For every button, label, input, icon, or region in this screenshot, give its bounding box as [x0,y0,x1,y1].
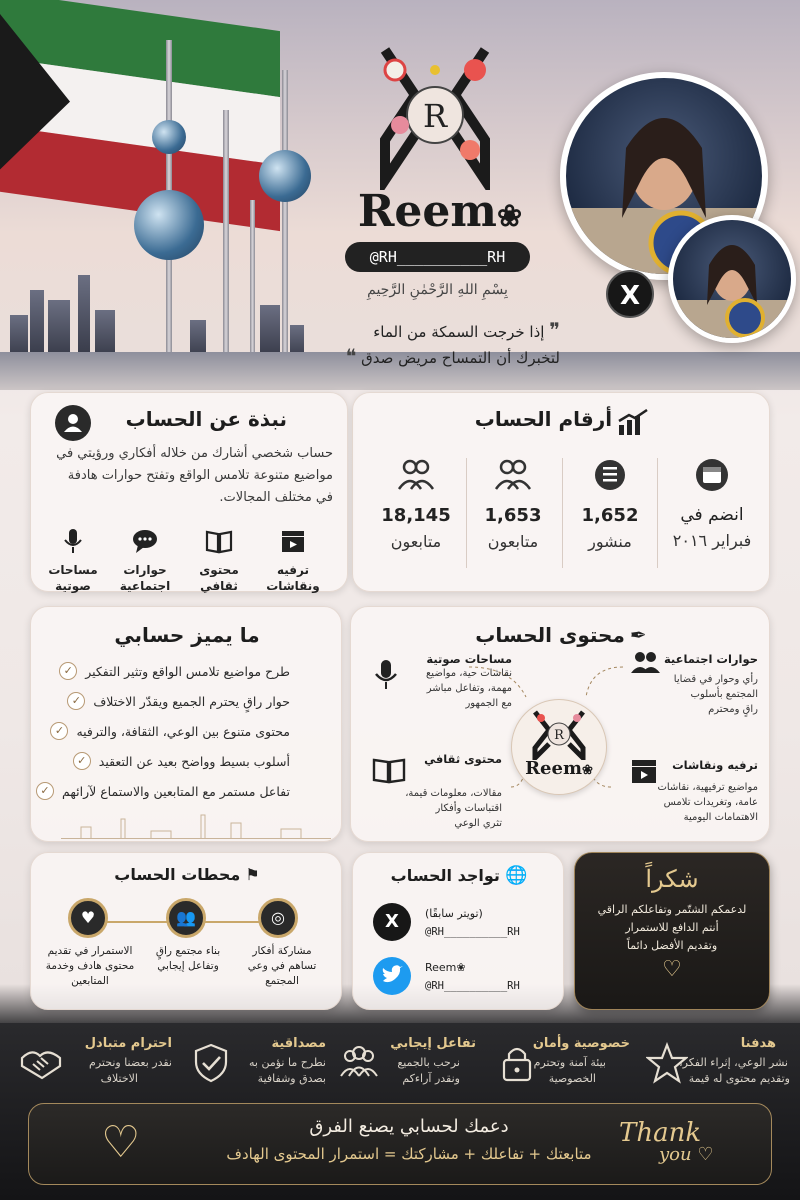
thanks-card [574,852,770,1010]
stat-posts [564,455,656,551]
value-desc-1: نطرح ما نؤمن به [249,1056,326,1069]
microphone-icon [372,658,400,692]
thank-you-signature [619,1118,759,1165]
feature-entertainment [258,526,328,594]
station-item [232,944,332,989]
center-logo [511,699,607,795]
node-desc-3: مع الجمهور [465,698,512,709]
node-social-talks [628,652,758,717]
thanks-line-1: لدعمكم الشتّمر وتفاعلكم الراقي [597,903,747,916]
stat-label: متابعون [487,532,539,551]
heart-icon: ♡ [662,957,682,982]
station-line: بناء مجتمع راقٍ [155,945,221,957]
banner-headline: دعمك لحسابي يصنع الفرق [309,1116,509,1137]
thanks-line-3: وتقديم الأفضل دائماً [626,939,718,952]
node-desc-3: تثري الوعي [454,818,502,829]
distinct-item [50,722,290,740]
node-voice-spaces [372,652,512,711]
stat-label: فبراير ٢٠١٦ [672,531,752,550]
feature-label-2: صوتية [55,579,91,593]
quote: ❞ إذا خرجت السمكة من الماء لتخبرك أن التمساح مريض صدق ❝ [345,318,560,368]
content-title: محتوى الحساب [475,623,625,647]
value-desc-2: ونقدر آراءكم [402,1072,460,1085]
stat-number: 1,653 [484,505,542,526]
stats-title: أرقام الحساب [474,407,613,431]
value-title: هدفنا [740,1036,776,1051]
account-handle: @RH__________RH [425,926,520,938]
twitter-account[interactable] [425,959,555,995]
feather-pen-icon: ✒ [629,623,647,647]
value-desc-2: الخصوصية [548,1072,596,1085]
station-line: الاستمرار في تقديم [47,945,133,957]
support-banner [28,1103,772,1185]
feature-label-2: ونقاشات [266,579,320,593]
people-station-icon: 👥 [166,898,206,938]
node-desc-1: نقاشات حية، مواضيع [425,668,512,679]
flag-icon: ⚑ [245,865,260,884]
stat-label: متابعون [390,532,442,551]
handle-pill[interactable]: @RH__________RH [345,242,530,272]
feature-label-1: محتوى [199,563,239,577]
center-brand: Reem [525,758,582,779]
check-icon: ✓ [36,782,54,800]
check-icon: ✓ [59,662,77,680]
stat-following [467,455,559,551]
distinct-item-text: حوار راقٍ يحترم الجميع ويقدّر الاختلاف [93,693,290,709]
thanks-line-2: أنتم الدافع للاستمرار [625,921,719,934]
handshake-icon [22,1042,64,1084]
distinct-item [36,782,290,800]
node-title: مساحات صوتية [426,652,512,666]
distinct-title: ما يميز حسابي [114,623,260,647]
target-station-icon: ◎ [258,898,298,938]
distinct-item [67,692,290,710]
node-desc-1: مواضيع ترفيهية، نقاشات [657,782,758,793]
feature-label-1: مساحات [48,563,98,577]
station-line: محتوى هادف وخدمة [45,960,135,972]
value-title: مصداقية [271,1036,326,1051]
about-text: حساب شخصي أشارك من خلاله أفكاري ورؤيتي في مواضيع متنوعة تلامس الواقع وتفتح حوارات هادفة في مختلف المجالات. [56,446,333,505]
station-line: وتفاعل إيجابي [157,960,219,972]
feature-label-1: ترفيه [276,563,309,577]
value-desc-2: وتقديم محتوى له قيمة [688,1072,790,1085]
chat-icon [130,526,160,556]
flower-icon: ❀ [496,199,523,234]
node-desc-1: رأي وحوار في قضايا [673,674,758,685]
value-desc-2: الاختلاف [100,1072,138,1085]
value-desc-1: نقدر بعضنا ونحترم [89,1056,172,1069]
node-cultural [372,752,502,831]
node-desc-2: عامة، وتغريدات تلامس [663,797,758,808]
value-desc-2: بصدق وشفافية [257,1072,326,1085]
basmala: بِسْمِ اللهِ الرَّحْمٰنِ الرَّحِيمِ [367,282,508,298]
calendar-icon [692,455,732,495]
station-line: تساهم في وعي [247,960,317,972]
posts-icon [590,455,630,495]
account-handle: @RH__________RH [425,980,520,992]
twitter-bird-icon[interactable] [373,957,411,995]
stations-title: محطات الحساب [114,865,241,884]
skyline-decoration [61,809,331,839]
value-title: احترام متبادل [84,1036,172,1051]
book-icon [204,526,234,556]
value-credibility [186,1036,326,1087]
feature-label-2: اجتماعية [119,579,171,593]
star-icon [646,1042,688,1084]
node-entertainment [630,758,758,825]
station-line: المجتمع [265,975,299,987]
x-logo-icon[interactable]: X [606,270,654,318]
flower-icon: ❀ [582,763,593,778]
chart-up-icon [617,409,649,435]
value-desc-1: نشر الوعي، إثراء الفكر، [679,1056,788,1069]
you-text: you ♡ [659,1144,714,1165]
node-desc-2: مهمة، وتفاعل مباشر [426,683,512,694]
stat-joined [659,455,765,550]
value-respect [22,1036,172,1087]
presence-card [352,852,564,1010]
x-account[interactable] [425,905,555,941]
svg-text:R: R [422,97,448,135]
distinct-item-text: أسلوب بسيط وواضح بعيد عن التعقيد [98,753,290,769]
lock-icon [496,1042,538,1084]
presence-title: تواجد الحساب [390,866,500,885]
node-title: ترفيه ونقاشات [672,758,758,772]
distinct-item-text: محتوى متنوع بين الوعي، الثقافة، والترفيه [76,723,290,739]
node-desc-1: مقالات، معلومات قيمة، [405,788,502,799]
check-icon: ✓ [73,752,91,770]
clapperboard-icon [630,758,658,784]
value-goal [640,1036,790,1087]
feature-label-1: حوارات [123,563,167,577]
globe-icon: 🌐 [504,865,528,886]
value-desc-1: بيئة آمنة وتحترم [533,1056,606,1069]
banner-formula: متابعتك + تفاعلك + مشاركتك = استمرار المحتوى الهادف [226,1145,592,1163]
feature-label-2: ثقافي [200,579,238,593]
feature-social-talks [110,526,180,594]
about-title: نبذة عن الحساب [125,407,287,431]
account-name: (تويتر سابقًا) [425,907,483,920]
stat-number: 18,145 [381,505,451,526]
quote-line-2: لتخبرك أن التمساح مريض صدق [361,349,560,367]
people-group-icon [338,1042,380,1084]
value-positive [336,1036,476,1087]
node-desc-3: الاهتمامات اليومية [683,812,758,823]
value-title: تفاعل إيجابي [390,1036,476,1051]
profile-avatar-small[interactable] [668,215,796,343]
reem-logo [375,40,495,190]
people-icon [396,455,436,495]
node-desc-3: راقٍ ومحترم [708,704,758,715]
node-title: محتوى ثقافي [424,752,502,766]
quote-line-1: إذا خرجت السمكة من الماء [373,323,545,341]
stat-followers [370,455,462,551]
station-line: مشاركة أفكار [252,945,312,957]
heart-station-icon: ♥ [68,898,108,938]
shield-check-icon [190,1042,232,1084]
people-icon [493,455,533,495]
kuwait-towers [120,40,320,370]
svg-text:R: R [554,728,564,743]
people-group-icon [630,650,660,674]
node-desc-2: المجتمع بأسلوب [690,689,758,700]
heart-outline-icon: ♡ [101,1117,141,1168]
account-name: Reem❀ [425,961,466,974]
distinct-item [73,752,290,770]
distinct-item [59,662,290,680]
book-icon [372,756,406,784]
thank-text: Thank [619,1118,702,1148]
x-account-icon[interactable]: X [373,903,411,941]
value-desc-1: نرحب بالجميع [397,1056,460,1069]
user-icon [55,405,91,441]
stat-number: انضم في [680,505,744,525]
distinct-item-text: طرح مواضيع تلامس الواقع وتثير التفكير [85,663,290,679]
stat-label: منشور [588,532,632,551]
thanks-title: شكراً [645,865,699,893]
distinct-item-text: تفاعل مستمر مع المتابعين والاستماع لآرائهم [62,783,290,799]
stat-number: 1,652 [581,505,639,526]
check-icon: ✓ [50,722,68,740]
value-title: خصوصية وأمان [532,1036,630,1051]
node-desc-2: اقتباسات وأفكار [435,803,502,814]
feature-cultural [184,526,254,594]
station-item [38,944,142,989]
feature-voice-spaces [38,526,108,594]
brand-name [340,186,540,237]
microphone-icon [58,526,88,556]
node-title: حوارات اجتماعية [663,652,758,666]
brand-text: Reem [357,186,497,237]
value-privacy [490,1036,630,1087]
station-item [138,944,238,974]
clapperboard-icon [278,526,308,556]
station-line: المتابعين [71,975,109,987]
check-icon: ✓ [67,692,85,710]
